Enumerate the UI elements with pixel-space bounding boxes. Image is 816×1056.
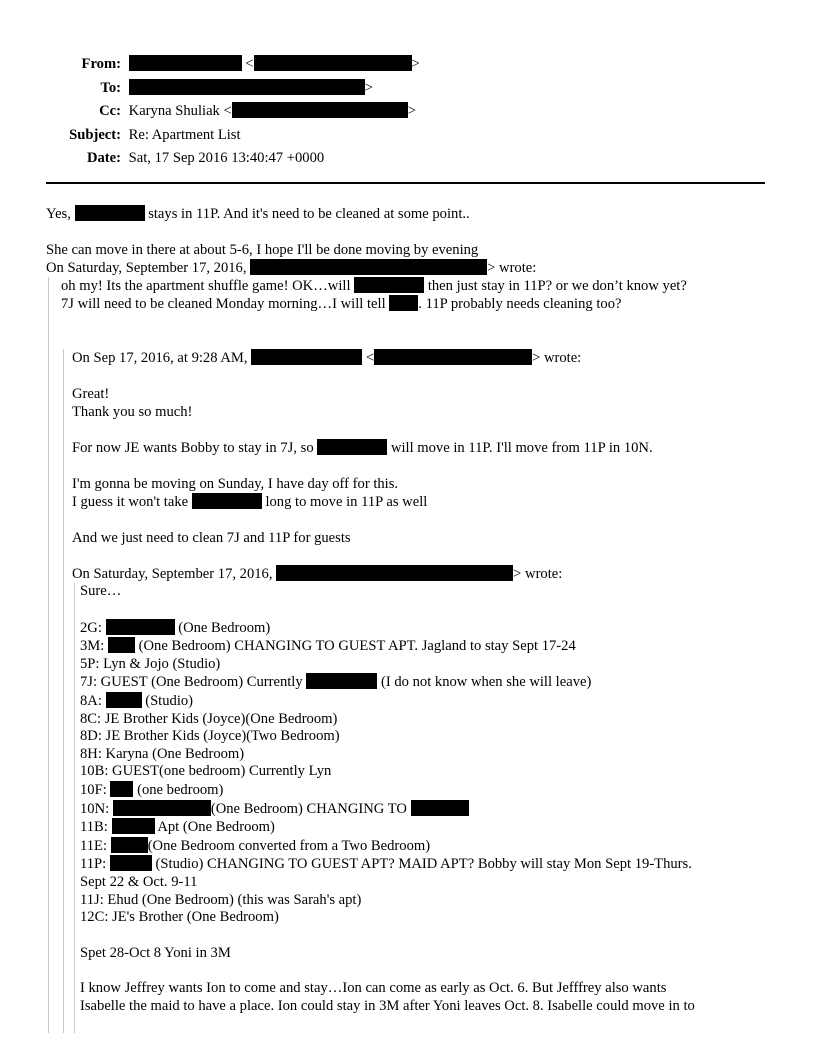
quote2-guess: I guess it won't take long to move in 11P as well	[72, 494, 428, 510]
to-label: To:	[100, 79, 121, 96]
redacted-name	[106, 692, 142, 708]
quoted-message-1	[48, 277, 776, 1033]
apt-7j: 7J: GUEST (One Bedroom) Currently (I do not know when she will leave)	[80, 674, 592, 691]
quote2-attribution-2: On Saturday, September 17, 2016, > wrote:	[72, 566, 563, 582]
reply-line-1: Yes, stays in 11P. And it's need to be cleaned at some point..	[46, 206, 470, 222]
header-divider	[46, 182, 765, 184]
redacted-name	[113, 800, 211, 816]
from-label: From:	[81, 56, 121, 72]
redacted-name	[389, 295, 418, 311]
cc-label: Cc:	[99, 103, 121, 120]
redacted-name	[411, 800, 469, 816]
apt-10n: 10N: (One Bedroom) CHANGING TO	[80, 800, 776, 819]
apt-8a: 8A: (Studio)	[80, 692, 194, 709]
date-row	[0, 147, 816, 171]
quote2-great: Great!	[72, 386, 110, 402]
quote2-attribution: On Sep 17, 2016, at 9:28 AM, < > wrote:	[72, 350, 582, 366]
cc-row: Cc: Karyna Shuliak < >	[0, 100, 816, 124]
quote3-jeffrey-1: I know Jeffrey wants Ion to come and stay…Ion can come as early as Oct. 6. But Jefffrey also wants	[80, 980, 667, 997]
email-body	[46, 205, 776, 1033]
quote3-sure: Sure…	[80, 583, 122, 599]
redacted-sender-email	[374, 349, 532, 365]
subject-value: Re: Apartment List	[128, 126, 241, 143]
quote3-yoni: Spet 28-Oct 8 Yoni in 3M	[80, 944, 231, 961]
quote1-line-2: 7J will need to be cleaned Monday morning…I will tell . 11P probably needs cleaning too?	[61, 296, 622, 312]
redacted-from-email	[254, 55, 412, 71]
redacted-cc-email	[232, 102, 408, 118]
from-row: From: < >	[0, 53, 816, 77]
redacted-name	[192, 493, 262, 509]
redacted-name	[110, 855, 152, 871]
quoted-message-3	[74, 583, 776, 1033]
apt-11b: 11B: Apt (One Bedroom)	[80, 819, 275, 836]
email-header	[0, 53, 816, 171]
date-label: Date:	[86, 150, 121, 167]
quote3-jeffrey-2: Isabelle the maid to have a place. Ion could stay in 3M after Yoni leaves Oct. 8. Isabelle could move in to	[80, 997, 695, 1014]
apt-2g: 2G: (One Bedroom)	[80, 619, 271, 636]
apt-10b: 10B: GUEST(one bedroom) Currently Lyn	[80, 763, 332, 780]
apt-11p: 11P: (Studio) CHANGING TO GUEST APT? MAID APT? Bobby will stay Mon Sept 19-Thurs.	[80, 856, 692, 873]
redacted-name	[106, 619, 175, 635]
apt-8h: 8H: Karyna (One Bedroom)	[80, 745, 245, 762]
apt-11p-dates: Sept 22 & Oct. 9-11	[80, 873, 198, 890]
apt-11e: 11E: (One Bedroom converted from a Two Bedroom)	[80, 837, 431, 854]
redacted-name	[112, 818, 155, 834]
quote1-line-1: oh my! Its the apartment shuffle game! OK…will then just stay in 11P? or we don’t know yet?	[61, 278, 687, 294]
reply-line-2: She can move in there at about 5-6, I hope I'll be done moving by evening	[46, 242, 479, 258]
apt-8c: 8C: JE Brother Kids (Joyce)(One Bedroom)	[80, 710, 338, 727]
subject-label: Subject:	[69, 126, 121, 143]
redacted-name	[317, 439, 387, 455]
to-row: To: >	[0, 77, 816, 101]
redacted-to	[129, 79, 365, 95]
redacted-from-name	[129, 55, 242, 71]
cc-name: Karyna Shuliak <	[128, 103, 232, 120]
apt-11j: 11J: Ehud (One Bedroom) (this was Sarah's apt)	[80, 891, 362, 908]
quote2-thanks: Thank you so much!	[72, 404, 193, 420]
apt-8d: 8D: JE Brother Kids (Joyce)(Two Bedroom)	[80, 728, 340, 745]
redacted-sender-name	[251, 349, 362, 365]
apt-5p: 5P: Lyn & Jojo (Studio)	[80, 655, 221, 672]
quoted-message-2	[63, 349, 776, 1033]
apt-10f: 10F: (one bedroom)	[80, 781, 224, 798]
apt-12c: 12C: JE's Brother (One Bedroom)	[80, 909, 279, 926]
quote2-je-line: For now JE wants Bobby to stay in 7J, so will move in 11P. I'll move from 11P in 10N.	[72, 440, 653, 456]
redacted-sender	[250, 259, 487, 275]
redacted-sender	[276, 565, 513, 581]
redacted-name	[354, 277, 424, 293]
redacted-name	[110, 781, 133, 797]
redacted-name	[111, 837, 148, 853]
reply-attribution: On Saturday, September 17, 2016, > wrote:	[46, 260, 537, 276]
quote2-moving: I'm gonna be moving on Sunday, I have day off for this.	[72, 476, 399, 492]
redacted-name	[108, 637, 135, 653]
date-value: Sat, 17 Sep 2016 13:40:47 +0000	[128, 150, 325, 167]
quote2-clean: And we just need to clean 7J and 11P for guests	[72, 530, 351, 546]
subject-row	[0, 124, 816, 148]
apt-3m: 3M: (One Bedroom) CHANGING TO GUEST APT. Jagland to stay Sept 17-24	[80, 638, 576, 655]
redacted-name	[306, 673, 377, 689]
redacted-name	[75, 205, 145, 221]
